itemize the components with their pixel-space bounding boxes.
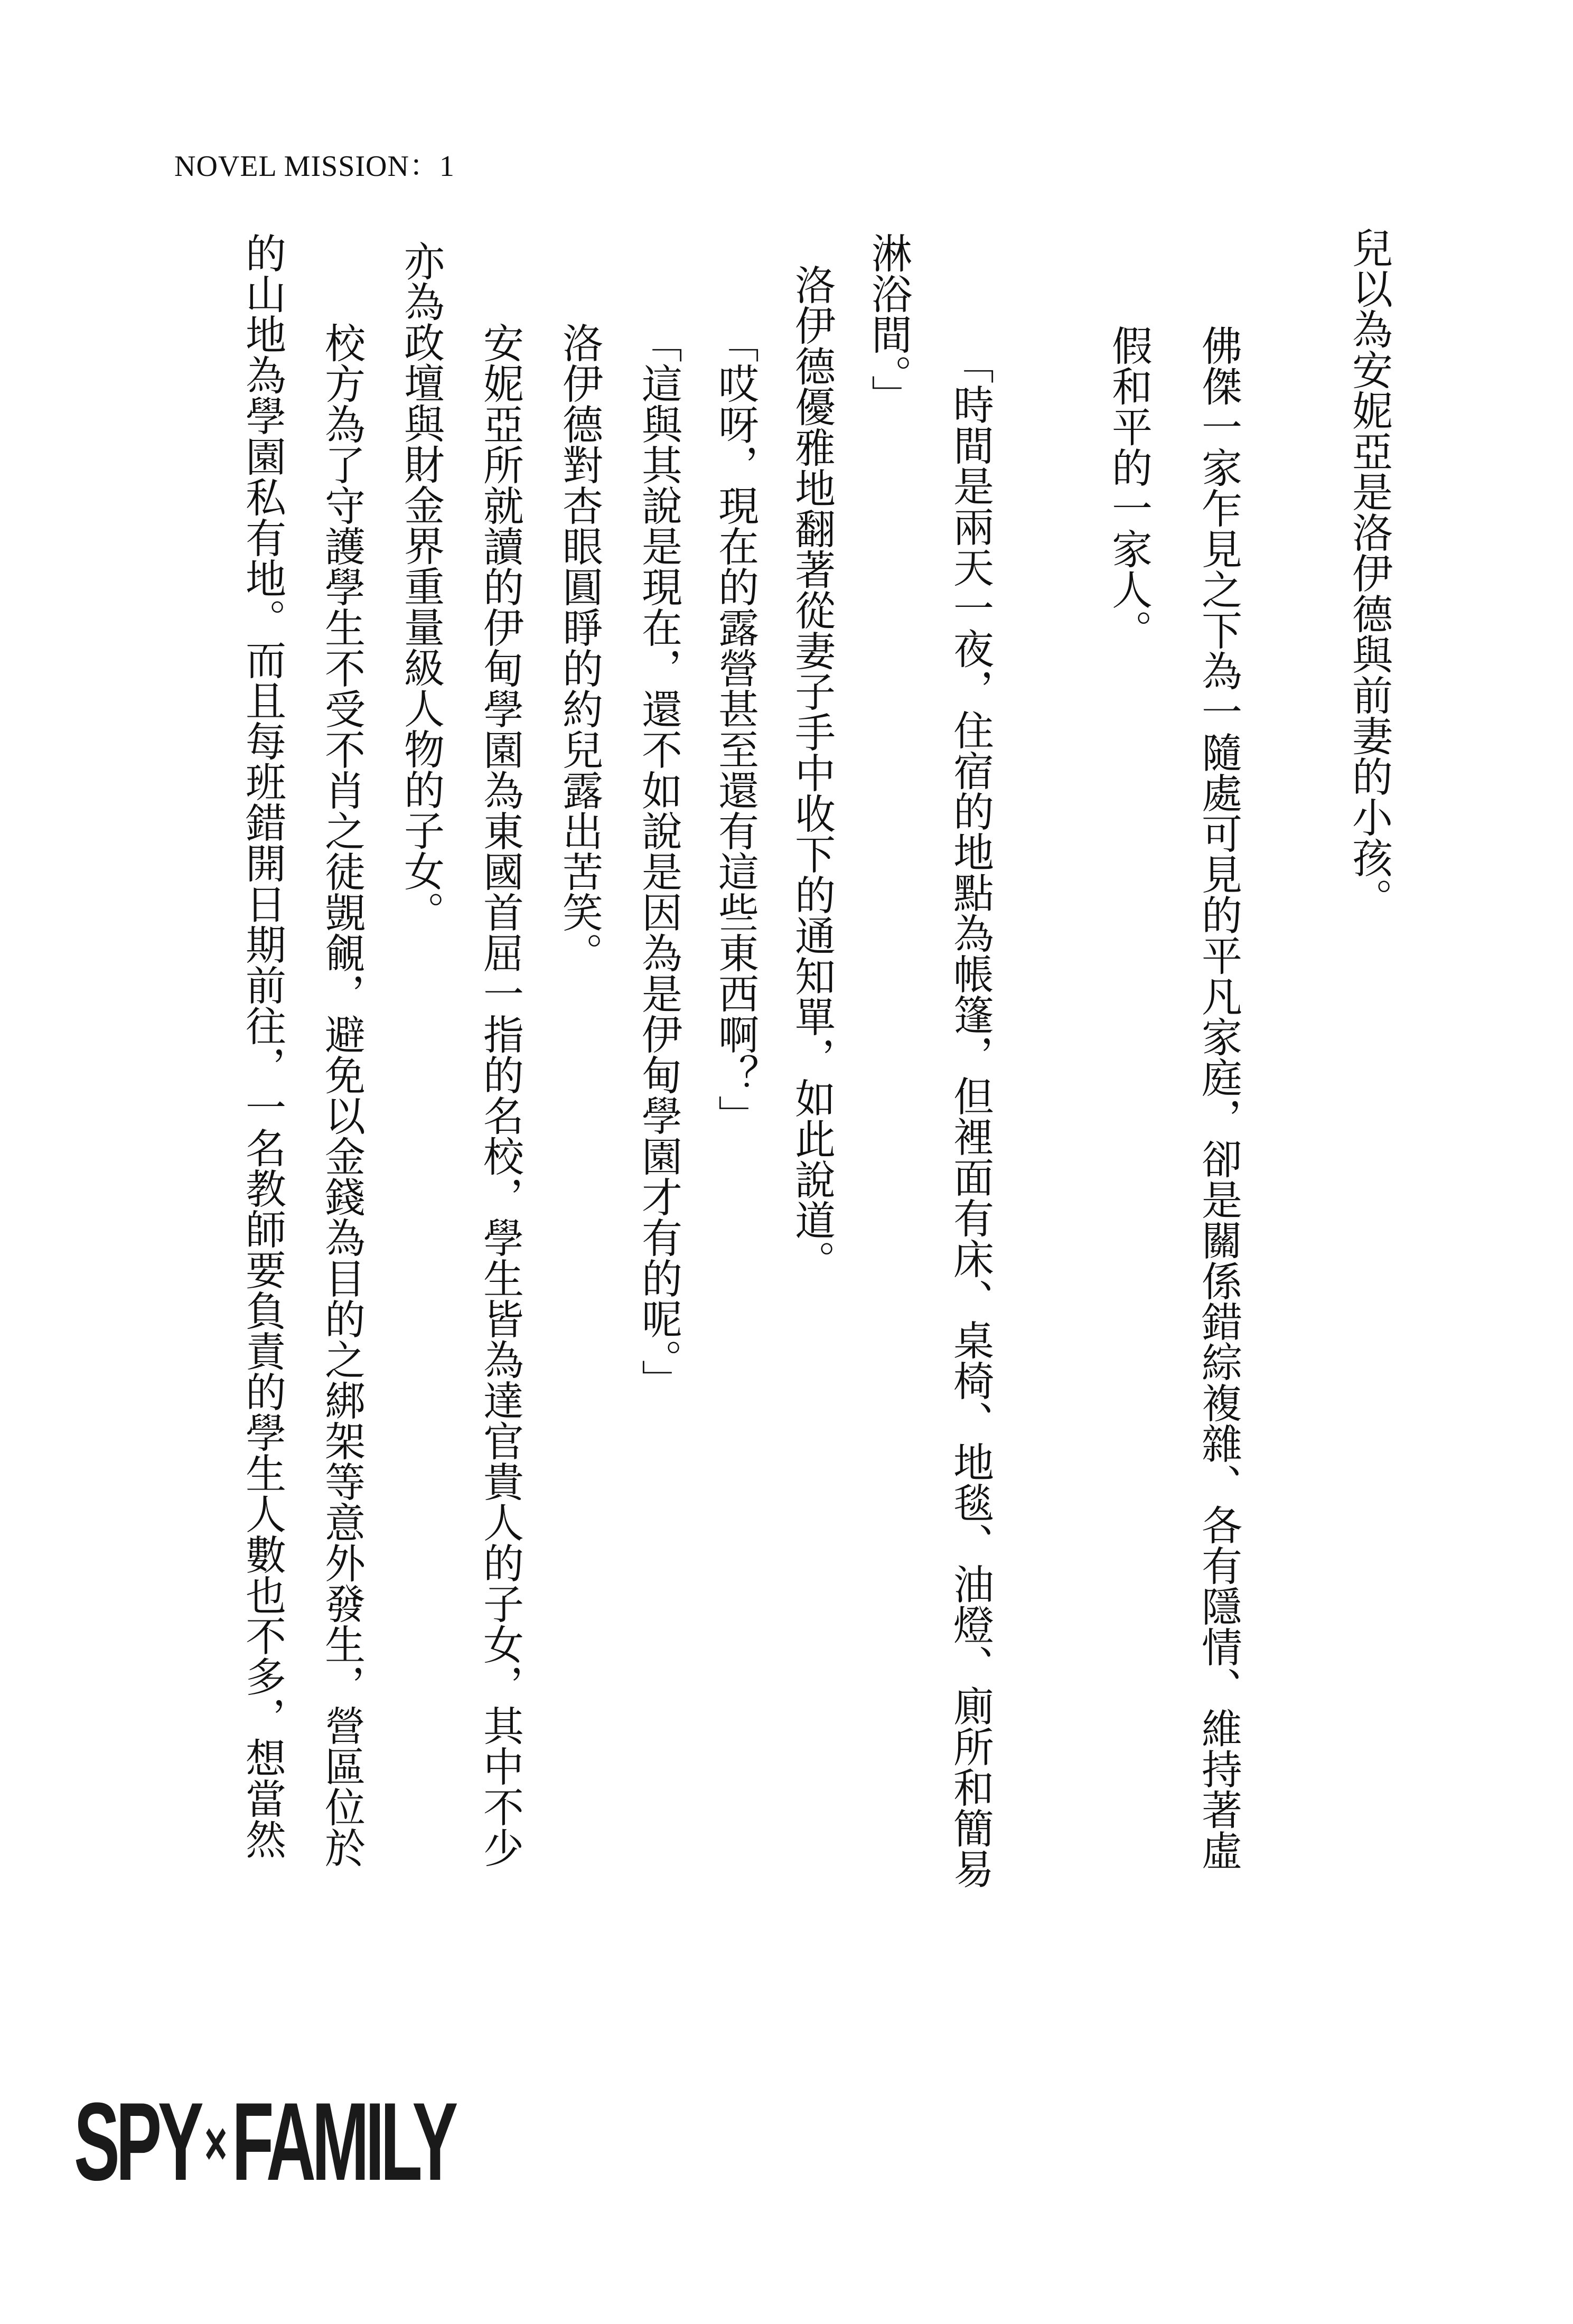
text-column-6: 洛伊德優雅地翻著從妻子手中收下的通知單，如此說道。	[788, 264, 835, 1281]
text-column-8: 「這與其說是現在，還不如說是因為是伊甸學園才有的呢。」	[635, 322, 682, 1400]
logo-cross-mark: ×	[204, 2108, 228, 2179]
logo-spy: SPY	[74, 2079, 200, 2204]
text-column-3: 假和平的一家人。	[1105, 325, 1152, 650]
text-column-13: 的山地為學園私有地。而且每班錯開日期前往，一名教師要負責的學生人數也不多，想當然	[239, 232, 286, 1859]
running-header: NOVEL MISSION：1	[174, 150, 455, 183]
text-column-1: 兒以為安妮亞是洛伊德與前妻的小孩。	[1345, 227, 1392, 919]
text-column-10: 安妮亞所就讀的伊甸學園為東國首屈一指的名校，學生皆為達官貴人的子女，其中不少	[476, 322, 523, 1868]
text-column-12: 校方為了守護學生不受不肖之徒覬覦，避免以金錢為目的之綁架等意外發生，營區位於	[318, 322, 365, 1868]
text-column-11: 亦為政壇與財金界重量級人物的子女。	[397, 240, 444, 932]
logo-family: FAMILY	[232, 2079, 454, 2204]
text-column-9: 洛伊德對杏眼圓睜的約兒露出苦笑。	[556, 322, 603, 973]
text-column-2: 佛傑一家乍見之下為一隨處可見的平凡家庭，卻是關係錯綜複雜、各有隱情、維持著虛	[1195, 325, 1242, 1870]
spy-family-logo	[74, 2079, 454, 2204]
text-column-7: 「哎呀，現在的露營甚至還有這些東西啊？」	[711, 322, 759, 1136]
text-column-4: 「時間是兩天一夜，住宿的地點為帳篷，但裡面有床、桌椅、地毯、油燈、廁所和簡易	[947, 343, 994, 1889]
text-column-5: 淋浴間。」	[865, 232, 912, 416]
